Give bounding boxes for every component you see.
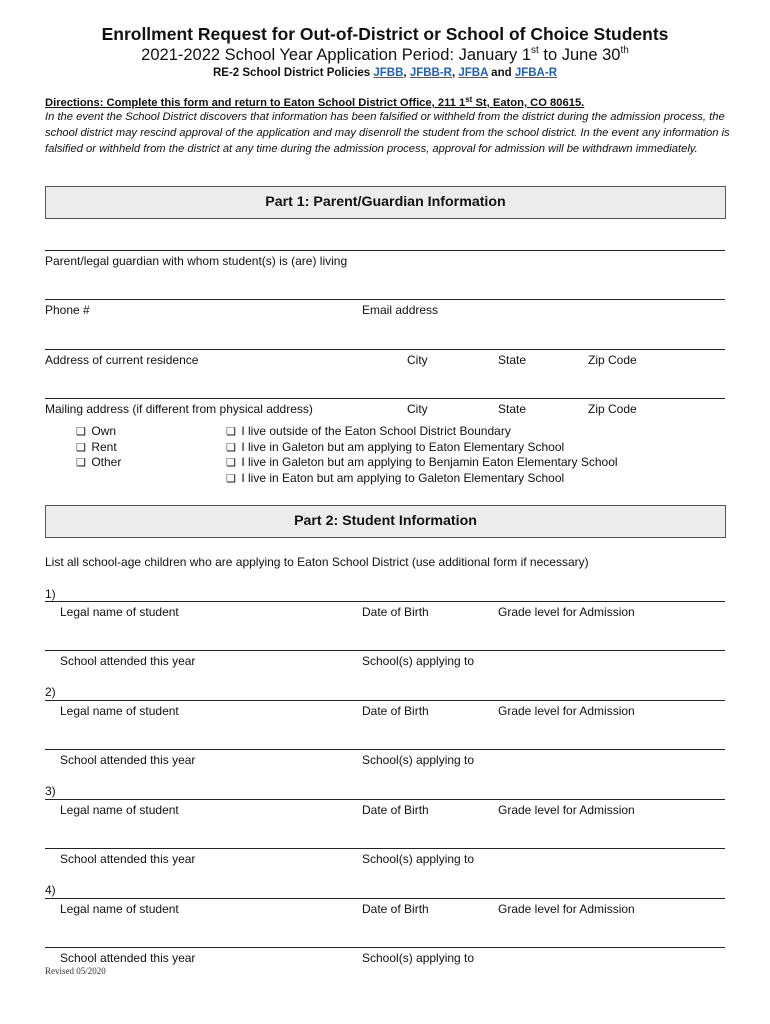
checkbox-icon: ❏	[226, 442, 236, 454]
checkbox-eaton-to-galeton[interactable]: ❏ I live in Eaton but am applying to Galeton Elementary School	[226, 471, 565, 485]
grade-label: Grade level for Admission	[498, 803, 635, 817]
student-number: 2)	[45, 685, 56, 699]
legal-name-label: Legal name of student	[60, 605, 179, 619]
mailing-state-label: State	[498, 402, 527, 416]
address-line[interactable]	[45, 349, 725, 350]
checkbox-icon: ❏	[76, 442, 86, 454]
checkbox-icon: ❏	[76, 426, 86, 438]
school-applying-label: School(s) applying to	[362, 654, 475, 668]
school-attended-label: School attended this year	[60, 951, 196, 965]
dob-label: Date of Birth	[362, 902, 429, 916]
school-applying-label: School(s) applying to	[362, 753, 475, 767]
mailing-line[interactable]	[45, 398, 725, 399]
directions-body: In the event the School District discovers that information has been falsified or withheld from the district during the admission process, the school district may rescind approval of the application and may disenroll the student from the school district. In the event any information is falsified or withheld from the district at any time during the admission process, approval for admission will be withdrawn immediately.	[45, 111, 730, 155]
guardian-label: Parent/legal guardian with whom student(s) is (are) living	[45, 254, 348, 268]
application-period: 2021-2022 School Year Application Period: January 1st to June 30th	[141, 45, 629, 64]
school-attended-label: School attended this year	[60, 852, 196, 866]
legal-name-label: Legal name of student	[60, 704, 179, 718]
address-label: Address of current residence	[45, 353, 199, 367]
student-school-line[interactable]	[45, 650, 725, 651]
student-number: 1)	[45, 587, 56, 601]
school-applying-label: School(s) applying to	[362, 852, 475, 866]
checkbox-rent[interactable]: ❏ Rent	[76, 440, 117, 454]
school-applying-label: School(s) applying to	[362, 951, 475, 965]
checkbox-galeton-to-eaton[interactable]: ❏ I live in Galeton but am applying to Eaton Elementary School	[226, 440, 565, 454]
checkbox-galeton-to-benjamin[interactable]: ❏ I live in Galeton but am applying to Benjamin Eaton Elementary School	[226, 455, 618, 469]
checkbox-icon: ❏	[226, 473, 236, 485]
mailing-city-label: City	[407, 402, 428, 416]
form-title: Enrollment Request for Out-of-District or School of Choice Students	[101, 24, 669, 44]
grade-label: Grade level for Admission	[498, 605, 635, 619]
checkbox-other[interactable]: ❏ Other	[76, 455, 122, 469]
address-zip-label: Zip Code	[588, 353, 637, 367]
part2-heading: Part 2: Student Information	[45, 505, 726, 538]
school-attended-label: School attended this year	[60, 654, 196, 668]
phone-email-line[interactable]	[45, 299, 725, 300]
student-name-line[interactable]	[45, 799, 725, 800]
student-school-line[interactable]	[45, 947, 725, 948]
checkbox-icon: ❏	[76, 457, 86, 469]
grade-label: Grade level for Admission	[498, 704, 635, 718]
policy-link-jfba-r[interactable]: JFBA-R	[514, 67, 557, 79]
dob-label: Date of Birth	[362, 704, 429, 718]
directions-label: Directions: Complete this form and return to Eaton School District Office, 211 1st St, Eaton, CO 80615.	[45, 95, 585, 109]
policy-link-jfbb[interactable]: JFBB	[373, 67, 404, 79]
student-school-line[interactable]	[45, 848, 725, 849]
school-attended-label: School attended this year	[60, 753, 196, 767]
guardian-line[interactable]	[45, 250, 725, 251]
student-number: 4)	[45, 883, 56, 897]
student-name-line[interactable]	[45, 898, 725, 899]
district-policies: RE-2 School District Policies JFBB, JFBB-R, JFBA and JFBA-R	[212, 67, 557, 79]
part1-heading: Part 1: Parent/Guardian Information	[45, 186, 726, 219]
grade-label: Grade level for Admission	[498, 902, 635, 916]
checkbox-icon: ❏	[226, 457, 236, 469]
address-state-label: State	[498, 353, 527, 367]
phone-label: Phone #	[45, 303, 90, 317]
checkbox-outside-boundary[interactable]: ❏ I live outside of the Eaton School District Boundary	[226, 424, 511, 438]
legal-name-label: Legal name of student	[60, 902, 179, 916]
dob-label: Date of Birth	[362, 803, 429, 817]
student-number: 3)	[45, 784, 56, 798]
legal-name-label: Legal name of student	[60, 803, 179, 817]
address-city-label: City	[407, 353, 428, 367]
student-school-line[interactable]	[45, 749, 725, 750]
mailing-zip-label: Zip Code	[588, 402, 637, 416]
student-name-line[interactable]	[45, 601, 725, 602]
student-name-line[interactable]	[45, 700, 725, 701]
student-instructions: List all school-age children who are applying to Eaton School District (use additional form if necessary)	[45, 555, 589, 569]
policy-link-jfba[interactable]: JFBA	[458, 67, 488, 79]
checkbox-icon: ❏	[226, 426, 236, 438]
mailing-label: Mailing address (if different from physical address)	[45, 402, 313, 416]
checkbox-own[interactable]: ❏ Own	[76, 424, 117, 438]
revision-date: Revised 05/2020	[45, 966, 106, 976]
policy-link-jfbb-r[interactable]: JFBB-R	[409, 67, 452, 79]
email-label: Email address	[362, 303, 439, 317]
dob-label: Date of Birth	[362, 605, 429, 619]
